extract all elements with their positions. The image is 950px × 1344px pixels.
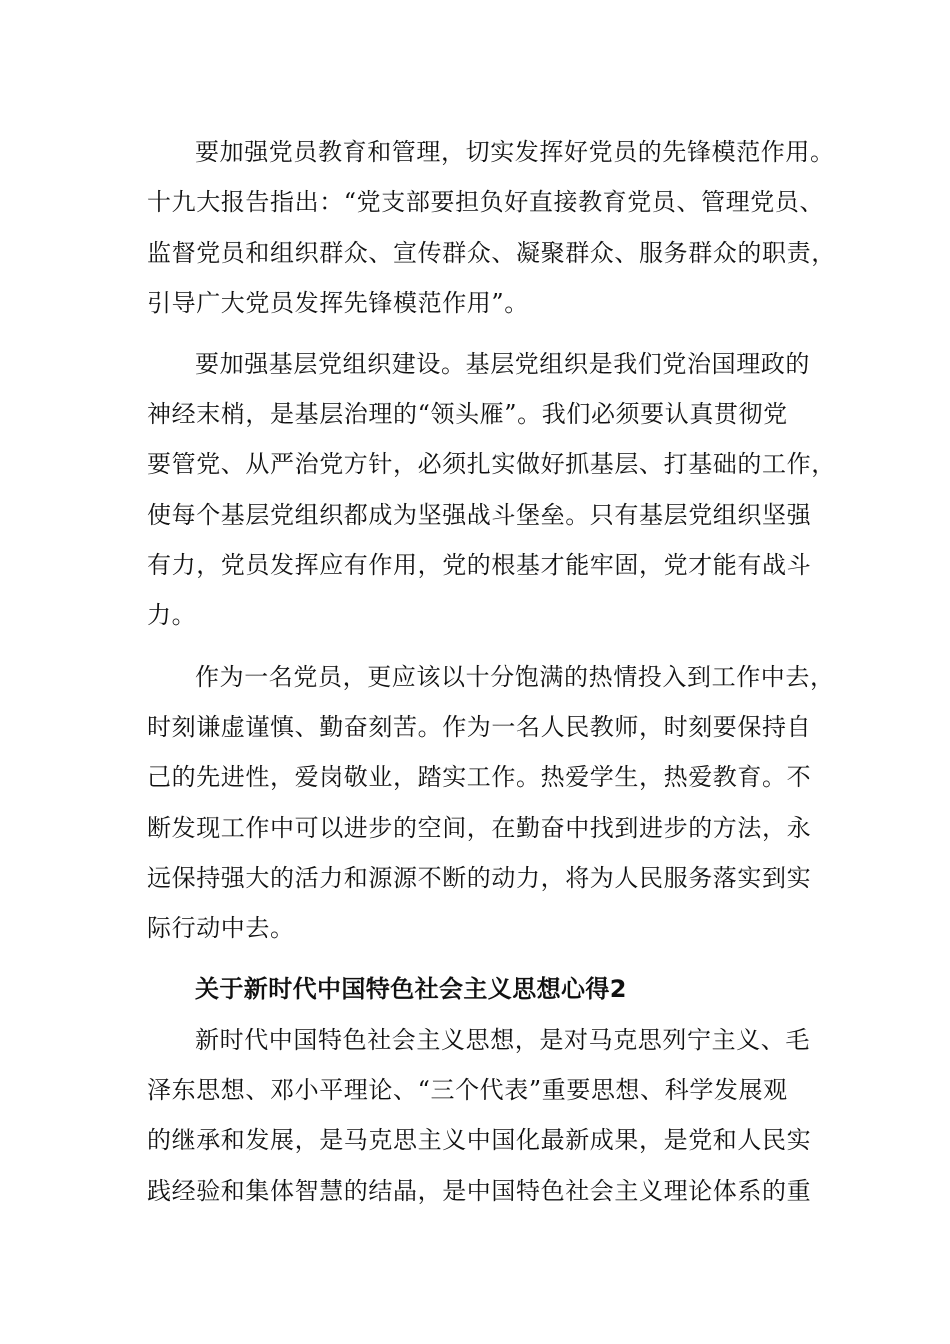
paragraph-line: 要管党、从严治党方针，必须扎实做好抓基层、打基础的工作， xyxy=(147,450,836,478)
paragraph-line: 断发现工作中可以进步的空间，在勤奋中找到进步的方法，永 xyxy=(147,814,812,842)
paragraph-line: 有力，党员发挥应有作用，党的根基才能牢固，党才能有战斗 xyxy=(147,551,812,579)
paragraph-line: 引导广大党员发挥先锋模范作用”。 xyxy=(147,289,529,317)
paragraph-line: 远保持强大的活力和源源不断的动力，将为人民服务落实到实 xyxy=(147,864,812,892)
paragraph-line: 际行动中去。 xyxy=(147,914,295,942)
paragraph-line: 时刻谦虚谨慎、勤奋刻苦。作为一名人民教师，时刻要保持自 xyxy=(147,713,812,741)
paragraph-line: 新时代中国特色社会主义思想，是对马克思列宁主义、毛 xyxy=(195,1026,810,1054)
paragraph-line: 要加强基层党组织建设。基层党组织是我们党治国理政的 xyxy=(195,350,810,378)
paragraph-line: 要加强党员教育和管理，切实发挥好党员的先锋模范作用。 xyxy=(195,138,835,166)
paragraph-line: 十九大报告指出：“党支部要担负好直接教育党员、管理党员、 xyxy=(147,188,825,216)
section-heading: 关于新时代中国特色社会主义思想心得2 xyxy=(195,975,627,1003)
paragraph-line: 使每个基层党组织都成为坚强战斗堡垒。只有基层党组织坚强 xyxy=(147,501,812,529)
paragraph-line: 监督党员和组织群众、宣传群众、凝聚群众、服务群众的职责， xyxy=(147,239,836,267)
paragraph-line: 作为一名党员，更应该以十分饱满的热情投入到工作中去， xyxy=(195,663,835,691)
paragraph-line: 力。 xyxy=(147,601,197,629)
paragraph-line: 的继承和发展，是马克思主义中国化最新成果，是党和人民实 xyxy=(147,1126,812,1154)
paragraph-line: 践经验和集体智慧的结晶，是中国特色社会主义理论体系的重 xyxy=(147,1177,812,1205)
paragraph-line: 泽东思想、邓小平理论、“三个代表”重要思想、科学发展观 xyxy=(147,1076,788,1104)
paragraph-line: 神经末梢，是基层治理的“领头雁”。我们必须要认真贯彻党 xyxy=(147,400,788,428)
paragraph-line: 己的先进性，爱岗敬业，踏实工作。热爱学生，热爱教育。不 xyxy=(147,763,812,791)
